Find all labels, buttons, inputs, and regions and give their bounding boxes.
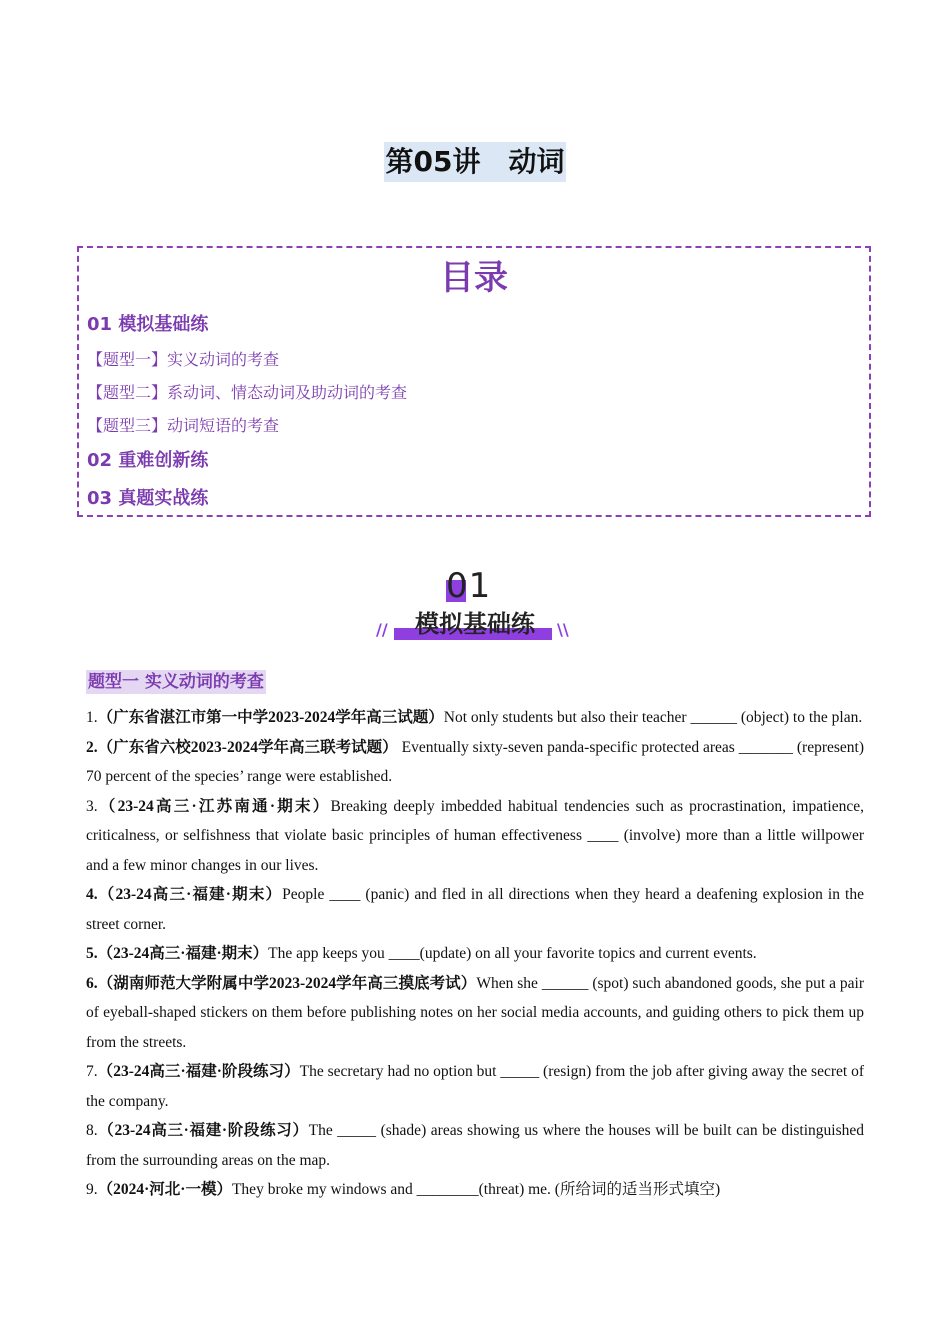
question-5	[86, 939, 864, 969]
question-text: They broke my windows and ________(threat) me. (所给词的适当形式填空)	[231, 1181, 721, 1198]
question-type-heading: 题型一 实义动词的考查	[88, 672, 264, 692]
question-source: （2024·河北·一模）	[97, 1181, 232, 1198]
toc-item-02[interactable]: 02 重难创新练	[87, 450, 209, 471]
question-number: 9.	[86, 1181, 98, 1198]
question-8	[86, 1116, 864, 1175]
toc-item-01[interactable]: 01 模拟基础练	[87, 314, 209, 335]
question-text: When she ______ (spot) such abandoned goods, she put a pair of eyeball-shaped stickers on them before publishing notes on her social media accounts, and guiding others to pick them up from the streets.	[86, 974, 864, 1051]
question-3	[86, 792, 864, 881]
question-number: 3.	[86, 797, 98, 815]
section-title: 模拟基础练	[415, 610, 535, 638]
question-source: （23-24高三·福建·期末）	[97, 886, 283, 903]
question-7	[86, 1057, 864, 1116]
question-source: （广东省湛江市第一中学2023-2024学年高三试题）	[97, 709, 444, 726]
table-of-contents	[77, 246, 871, 517]
toc-item-type-2[interactable]: 【题型二】系动词、情态动词及助动词的考查	[87, 383, 408, 402]
question-text: People ____ (panic) and fled in all directions when they heard a deafening explosion in the street corner.	[86, 886, 864, 933]
question-1	[86, 703, 864, 733]
question-number: 4.	[86, 886, 98, 903]
question-source: （23-24高三·江苏南通·期末）	[97, 797, 331, 815]
toc-item-type-1[interactable]: 【题型一】实义动词的考查	[87, 350, 280, 369]
question-text: The app keeps you ____(update) on all your favorite topics and current events.	[268, 945, 757, 962]
question-source: （23-24高三·福建·阶段练习）	[97, 1122, 309, 1139]
question-source: （23-24高三·福建·阶段练习）	[97, 1063, 300, 1080]
question-text: The _____ (shade) areas showing us where the houses will be built can be distinguished from the surrounding areas on the map.	[86, 1122, 864, 1169]
page-title: 第05讲 动词	[384, 142, 567, 182]
question-number: 5.	[86, 945, 98, 962]
question-number: 2.	[86, 738, 98, 756]
slash-decoration-right: \\	[557, 620, 569, 639]
question-source: （广东省六校2023-2024学年高三联考试题）	[97, 738, 398, 756]
question-number: 1.	[86, 709, 98, 726]
question-number: 8.	[86, 1122, 98, 1139]
title-wrap	[0, 142, 950, 182]
question-source: （湖南师范大学附属中学2023-2024学年高三摸底考试）	[97, 974, 477, 992]
slash-decoration-left: //	[376, 620, 388, 639]
toc-item-03[interactable]: 03 真题实战练	[87, 488, 209, 509]
question-text: Breaking deeply imbedded habitual tendencies such as procrastination, impatience, criticalness, or selfishness that violate basic principles of human effectiveness ____ (involve) more than a little willpower and a few minor changes in our lives.	[86, 797, 864, 874]
section-number: 01	[446, 566, 492, 606]
question-9	[86, 1175, 864, 1205]
question-2	[86, 733, 864, 792]
question-text: Not only students but also their teacher ______ (object) to the plan.	[443, 709, 863, 726]
toc-heading: 目录	[440, 258, 508, 298]
question-text: The secretary had no option but _____ (resign) from the job after giving away the secret of the company.	[86, 1063, 864, 1110]
toc-item-type-3[interactable]: 【题型三】动词短语的考查	[87, 416, 280, 435]
question-number: 6.	[86, 974, 98, 992]
question-number: 7.	[86, 1063, 98, 1080]
question-6	[86, 969, 864, 1058]
question-source: （23-24高三·福建·期末）	[97, 945, 269, 962]
question-list	[86, 703, 864, 1205]
question-text: Eventually sixty-seven panda-specific protected areas _______ (represent) 70 percent of the species’ range were established.	[86, 738, 864, 785]
question-4	[86, 880, 864, 939]
